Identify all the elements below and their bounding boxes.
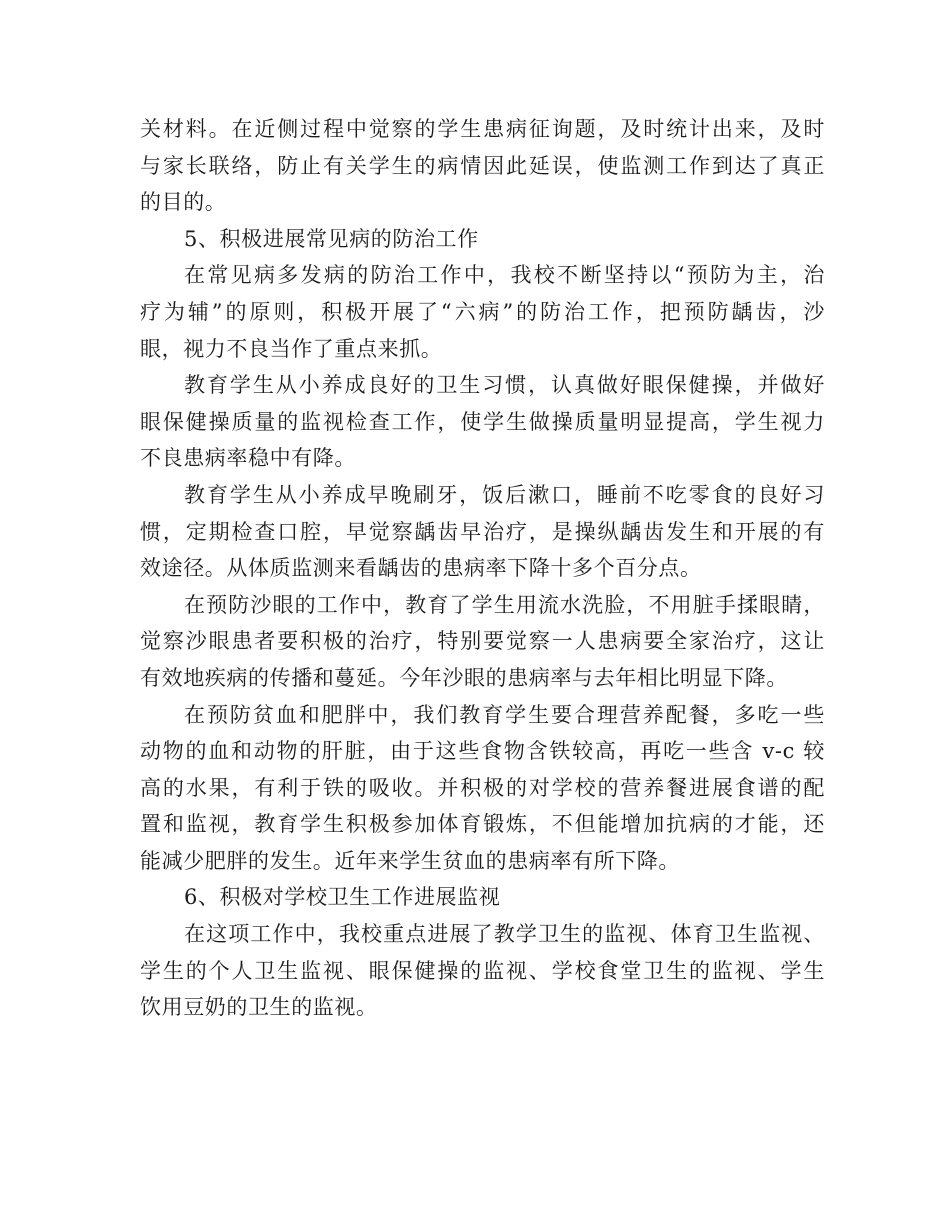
text-line: 与家长联络，防止有关学生的病情因此延误，使监测工作到达了真正 bbox=[140, 153, 825, 178]
text-line: 饮用豆奶的卫生的监视。 bbox=[140, 995, 378, 1020]
text-line: 动物的血和动物的肝脏，由于这些食物含铁较高，再吃一些含 v-c 较 bbox=[140, 739, 825, 764]
text-line: 能减少肥胖的发生。近年来学生贫血的患病率有所下降。 bbox=[140, 848, 680, 873]
text-line: 6、积极对学校卫生工作进展监视 bbox=[184, 885, 501, 910]
text-line: 在常见病多发病的防治工作中，我校不断坚持以“预防为主，治 bbox=[184, 263, 825, 288]
text-line: 的目的。 bbox=[140, 190, 227, 215]
text-line: 置和监视，教育学生积极参加体育锻炼，不但能增加抗病的才能，还 bbox=[140, 812, 825, 837]
text-line: 眼，视力不良当作了重点来抓。 bbox=[140, 336, 443, 361]
text-line: 教育学生从小养成早晚刷牙，饭后漱口，睡前不吃零食的良好习 bbox=[184, 482, 825, 507]
document-body bbox=[140, 111, 825, 1026]
text-line: 在预防贫血和肥胖中，我们教育学生要合理营养配餐，多吃一些 bbox=[184, 702, 825, 727]
text-line: 有效地疾病的传播和蔓延。今年沙眼的患病率与去年相比明显下降。 bbox=[140, 665, 788, 690]
text-line: 眼保健操质量的监视检查工作，使学生做操质量明显提高，学生视力 bbox=[140, 409, 825, 434]
text-line: 不良患病率稳中有降。 bbox=[140, 446, 356, 471]
text-line: 觉察沙眼患者要积极的治疗，特别要觉察一人患病要全家治疗，这让 bbox=[140, 629, 825, 654]
text-line: 惯，定期检查口腔，早觉察龋齿早治疗，是操纵龋齿发生和开展的有 bbox=[140, 519, 825, 544]
text-line: 关材料。在近侧过程中觉察的学生患病征询题，及时统计出来，及时 bbox=[140, 117, 825, 141]
text-line: 效途径。从体质监测来看龋齿的患病率下降十多个百分点。 bbox=[140, 556, 702, 581]
text-line: 在预防沙眼的工作中，教育了学生用流水洗脸，不用脏手揉眼睛， bbox=[184, 592, 825, 617]
text-line: 疗为辅”的原则，积极开展了“六病”的防治工作，把预防龋齿，沙 bbox=[140, 299, 825, 324]
text-line: 在这项工作中，我校重点进展了教学卫生的监视、体育卫生监视、 bbox=[184, 922, 825, 947]
text-line: 高的水果，有利于铁的吸收。并积极的对学校的营养餐进展食谱的配 bbox=[140, 775, 825, 800]
text-line: 教育学生从小养成良好的卫生习惯，认真做好眼保健操，并做好 bbox=[184, 373, 825, 398]
text-line: 5、积极进展常见病的防治工作 bbox=[184, 226, 479, 251]
text-line: 学生的个人卫生监视、眼保健操的监视、学校食堂卫生的监视、学生 bbox=[140, 958, 825, 983]
